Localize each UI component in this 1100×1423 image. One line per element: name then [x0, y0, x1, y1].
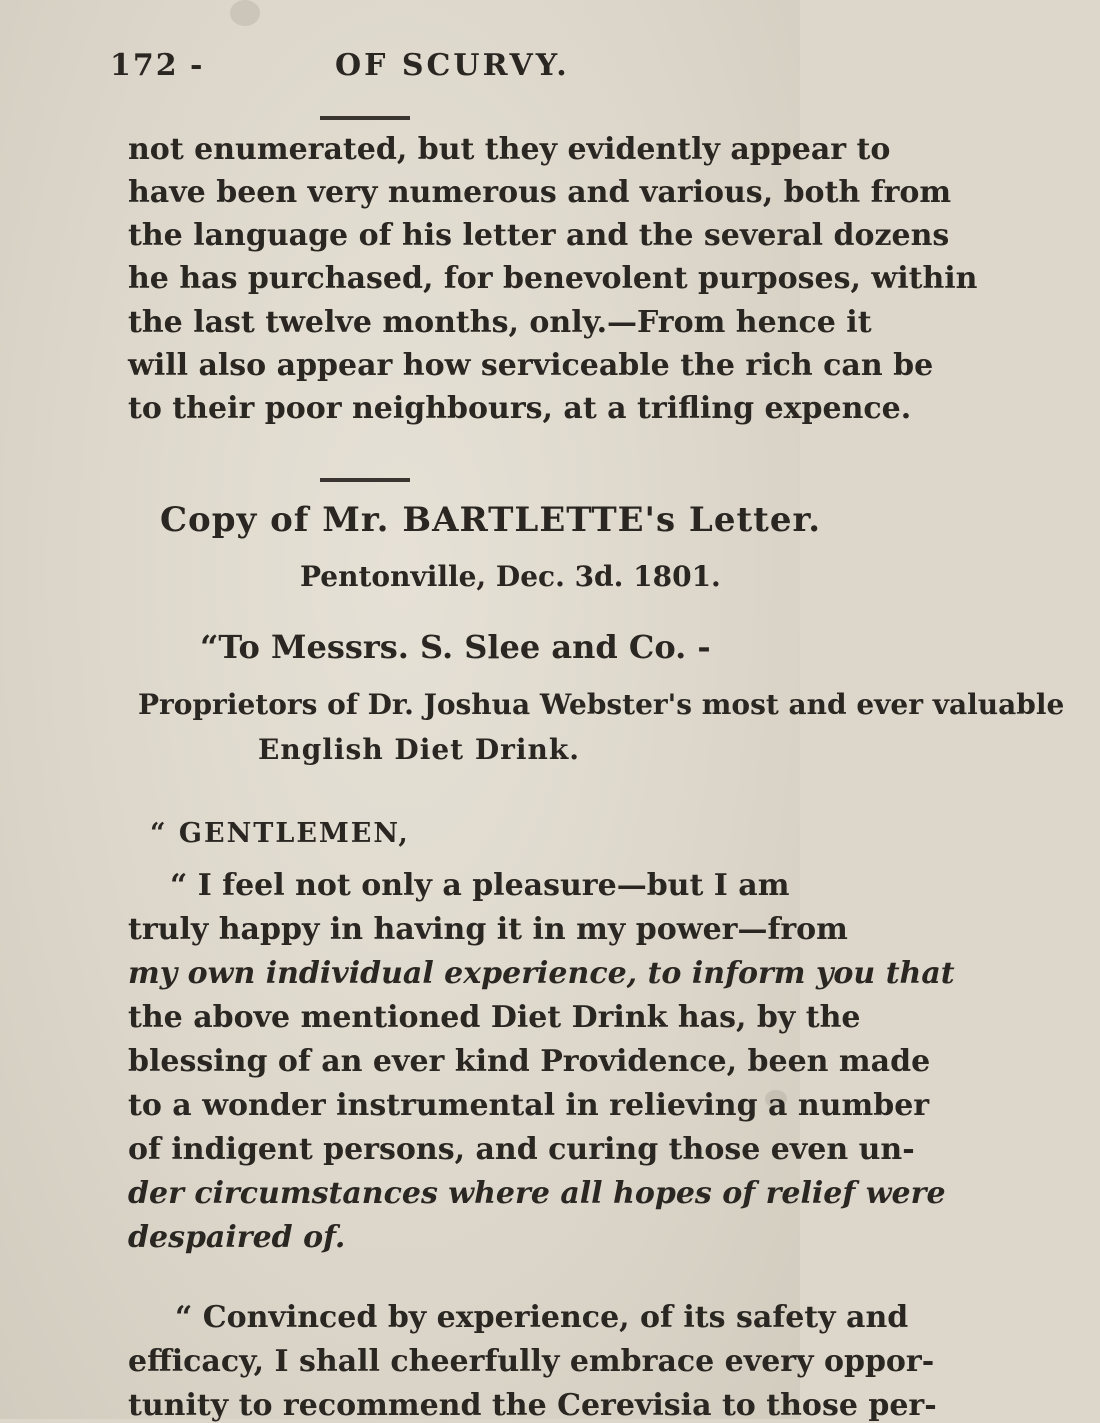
- text-line: to their poor neighbours, at a trifling expence.: [128, 391, 912, 426]
- running-head: OF SCURVY.: [335, 48, 570, 83]
- letter-product-name: English Diet Drink.: [258, 733, 581, 766]
- text-line: despaired of.: [128, 1220, 346, 1255]
- letter-title: Copy of Mr. BARTLETTE's Letter.: [160, 500, 822, 540]
- text-line: tunity to recommend the Cerevisia to those per-: [128, 1388, 937, 1423]
- text-line: have been very numerous and various, both from: [128, 175, 952, 210]
- text-line: blessing of an ever kind Providence, been made: [128, 1044, 931, 1079]
- text-line: the language of his letter and the several dozens: [128, 218, 950, 253]
- text-line: of indigent persons, and curing those even un-: [128, 1132, 915, 1167]
- text-line: the above mentioned Diet Drink has, by the: [128, 1000, 861, 1035]
- letter-addressee: “To Messrs. S. Slee and Co. -: [200, 628, 711, 666]
- header-dash: -: [190, 48, 203, 83]
- letter-proprietors-line: Proprietors of Dr. Joshua Webster's most and ever valuable: [138, 688, 1065, 721]
- divider-rule: [320, 478, 410, 482]
- text-line: my own individual experience, to inform you that: [128, 956, 955, 991]
- text-line: efficacy, I shall cheerfully embrace every oppor-: [128, 1344, 935, 1379]
- text-line: “ I feel not only a pleasure—but I am: [170, 868, 790, 903]
- text-line: “ Convinced by experience, of its safety and: [175, 1300, 909, 1335]
- divider-rule: [320, 116, 410, 120]
- text-line: to a wonder instrumental in relieving a number: [128, 1088, 930, 1123]
- page-header: [110, 48, 710, 88]
- ink-blot: [230, 0, 260, 26]
- letter-salutation: “ GENTLEMEN,: [150, 818, 410, 849]
- text-line: truly happy in having it in my power—from: [128, 912, 848, 947]
- text-line: will also appear how serviceable the rich can be: [128, 348, 934, 383]
- text-line: the last twelve months, only.—From hence it: [128, 305, 872, 340]
- text-line: he has purchased, for benevolent purposes, within: [128, 261, 978, 296]
- text-line: not enumerated, but they evidently appear to: [128, 132, 891, 167]
- letter-dateline: Pentonville, Dec. 3d. 1801.: [300, 560, 721, 593]
- text-line: der circumstances where all hopes of relief were: [128, 1176, 946, 1211]
- page-number: 172: [110, 48, 179, 83]
